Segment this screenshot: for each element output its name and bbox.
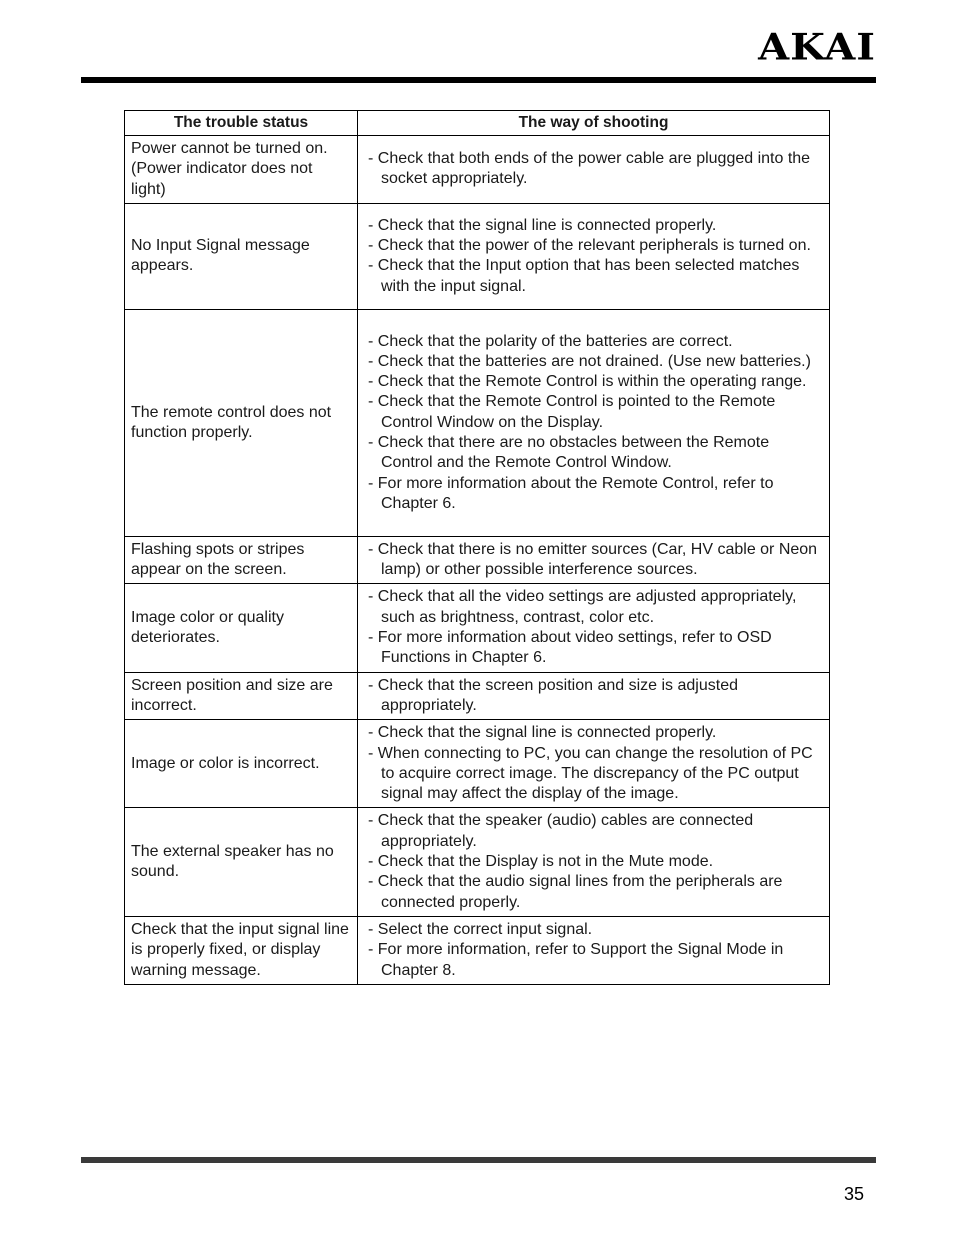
solution-step: - Check that the signal line is connected properly. <box>368 216 717 234</box>
solution-cell <box>358 309 830 536</box>
table-row <box>125 536 830 584</box>
trouble-status-cell: The external speaker has no sound. <box>125 808 358 916</box>
troubleshooting-table <box>124 110 830 985</box>
solution-cell <box>358 672 830 720</box>
solution-step: - Check that there are no obstacles between the Remote Control and the Remote Control Window. <box>368 434 770 472</box>
solution-cell <box>358 136 830 204</box>
table-row <box>125 808 830 916</box>
solution-cell <box>358 916 830 984</box>
table-row <box>125 136 830 204</box>
solution-step: - Check that there is no emitter sources (Car, HV cable or Neon lamp) or other possible interference sources. <box>368 540 818 579</box>
solution-step: - For more information about the Remote Control, refer to Chapter 6. <box>368 474 774 512</box>
akai-logo: AKAI <box>758 26 876 69</box>
solution-step: - Check that the speaker (audio) cables are connected appropriately. <box>368 812 754 850</box>
footer-rule <box>81 1157 876 1163</box>
solution-step: - Check that the Display is not in the Mute mode. <box>368 853 714 871</box>
solution-step: - Check that the audio signal lines from the peripherals are connected properly. <box>368 873 783 911</box>
solution-cell <box>358 720 830 808</box>
solution-cell <box>358 808 830 916</box>
trouble-status-cell: Check that the input signal line is properly fixed, or display warning message. <box>125 916 358 984</box>
table-row <box>125 203 830 309</box>
trouble-status-cell: Flashing spots or stripes appear on the screen. <box>125 536 358 584</box>
header-rule <box>81 77 876 83</box>
solution-step: - Check that the Input option that has been selected matches with the input signal. <box>368 257 800 295</box>
column-header-trouble-status: The trouble status <box>125 111 358 136</box>
solution-step: - Check that the Remote Control is pointed to the Remote Control Window on the Display. <box>368 393 776 431</box>
solution-step: - Check that the signal line is connected properly. <box>368 724 717 742</box>
table-row <box>125 720 830 808</box>
table-header-row <box>125 111 830 136</box>
trouble-status-cell: Image color or quality deteriorates. <box>125 584 358 672</box>
solution-step: - Select the correct input signal. <box>368 920 593 938</box>
solution-step: - Check that the batteries are not drained. (Use new batteries.) <box>368 352 811 370</box>
table-row <box>125 916 830 984</box>
solution-step: - Check that the power of the relevant peripherals is turned on. <box>368 237 811 255</box>
table-row <box>125 672 830 720</box>
solution-cell <box>358 536 830 584</box>
solution-step: - For more information about video settings, refer to OSD Functions in Chapter 6. <box>368 629 772 667</box>
solution-cell <box>358 584 830 672</box>
table-row <box>125 584 830 672</box>
solution-step: - Check that the screen position and size is adjusted appropriately. <box>368 676 738 714</box>
solution-step: - Check that both ends of the power cable are plugged into the socket appropriately. <box>368 150 811 188</box>
trouble-status-cell: The remote control does not function properly. <box>125 309 358 536</box>
solution-step: - When connecting to PC, you can change the resolution of PC to acquire correct image. The discrepancy of the PC output signal may affect the display of the image. <box>368 744 813 803</box>
solution-step: - Check that all the video settings are adjusted appropriately, such as brightness, contrast, color etc. <box>368 588 797 626</box>
trouble-status-cell: Screen position and size are incorrect. <box>125 672 358 720</box>
trouble-status-cell: Image or color is incorrect. <box>125 720 358 808</box>
solution-cell <box>358 203 830 309</box>
table-row <box>125 309 830 536</box>
trouble-status-cell: Power cannot be turned on. (Power indicator does not light) <box>125 136 358 204</box>
trouble-status-cell: No Input Signal message appears. <box>125 203 358 309</box>
column-header-way-of-shooting: The way of shooting <box>358 111 830 136</box>
page-number: 35 <box>843 1184 864 1204</box>
solution-step: - For more information, refer to Support the Signal Mode in Chapter 8. <box>368 941 784 979</box>
solution-step: - Check that the polarity of the batteries are correct. <box>368 332 733 350</box>
solution-step: - Check that the Remote Control is within the operating range. <box>368 373 807 391</box>
